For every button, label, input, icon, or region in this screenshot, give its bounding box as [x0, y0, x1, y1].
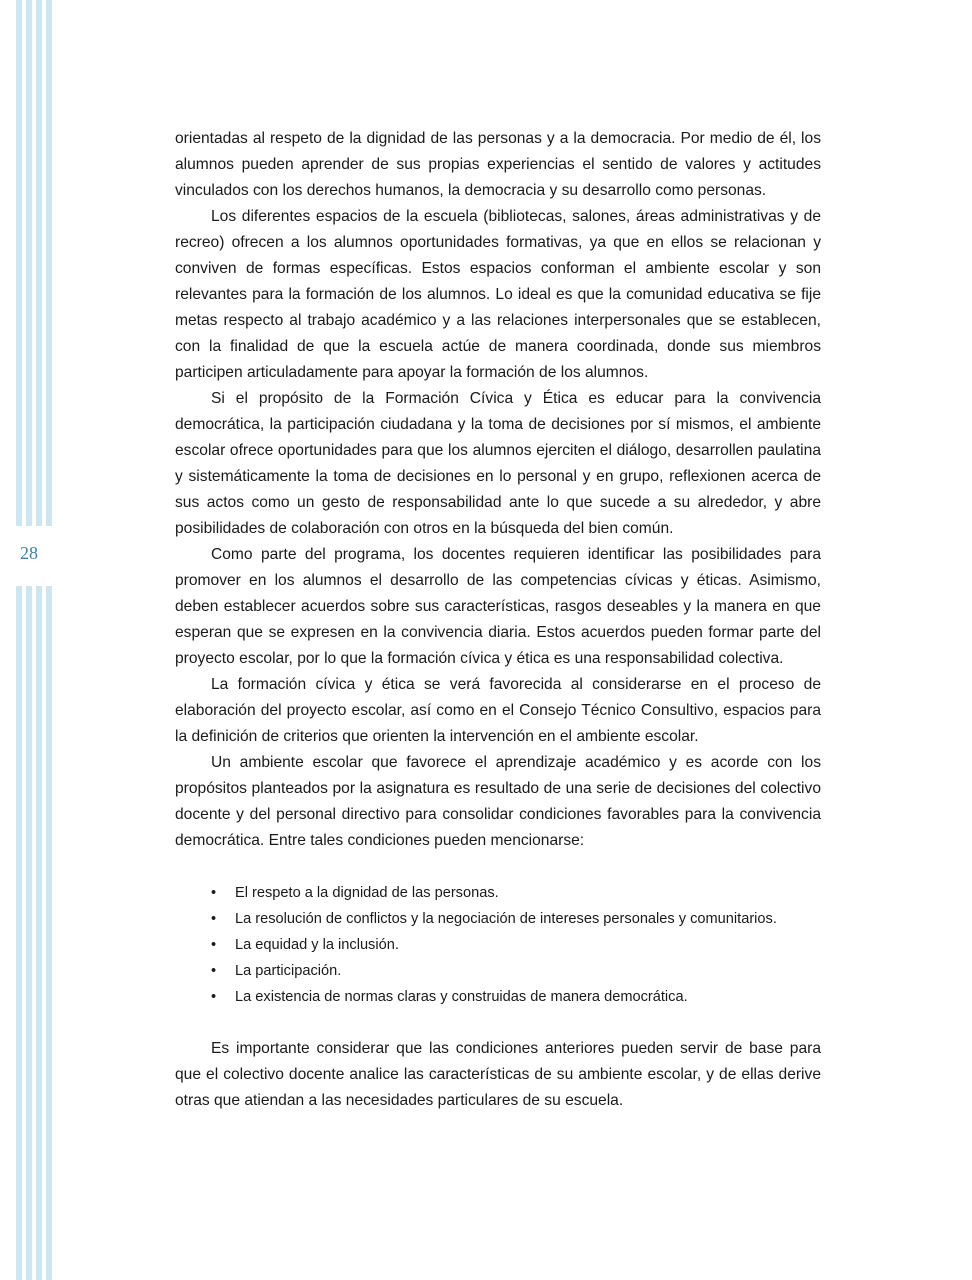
paragraph: Si el propósito de la Formación Cívica y Ética es educar para la convivencia democrática, la participación ciudadana y la toma de decisiones por sí mismos, el ambiente escolar ofrece oportunidades para que los alumnos ejerciten el diálogo, desarrollen paulatina y sistemáticamente la toma de decisiones en lo personal y en grupo, reflexionen acerca de sus actos como un gesto de responsabilidad ante lo que sucede a su alrededor, y abre posibilidades de colaboración con otros en la búsqueda del bien común. [175, 390, 821, 537]
bullet: • [211, 963, 217, 979]
stripe [46, 0, 52, 526]
bullet: • [211, 911, 217, 927]
bullet: • [211, 885, 217, 901]
paragraph: Un ambiente escolar que favorece el aprendizaje académico y es acorde con los propósitos planteados por la asignatura es resultado de una serie de decisiones del colectivo docente y del personal directivo para consolidar condiciones favorables para la convivencia democrática. Entre tales condiciones pueden mencionarse: [175, 754, 821, 849]
paragraph: Como parte del programa, los docentes requieren identificar las posibilidades para promover en los alumnos el desarrollo de las competencias cívicas y éticas. Asimismo, deben establecer acuerdos sobre sus características, rasgos deseables y la manera en que esperan que se expresen en la convivencia diaria. Estos acuerdos pueden formar parte del proyecto escolar, por lo que la formación cívica y ética es una responsabilidad colectiva. [175, 546, 821, 667]
conditions-list [175, 880, 821, 1010]
closing-paragraph: Es importante considerar que las condiciones anteriores pueden servir de base para que el colectivo docente analice las características de su ambiente escolar, y de ellas derive otras que atiendan a las necesidades particulares de su escuela. [175, 1040, 821, 1109]
list-item [175, 984, 821, 1010]
stripe [46, 586, 52, 1280]
stripe [26, 586, 32, 1280]
list-item-text: El respeto a la dignidad de las personas. [235, 885, 499, 901]
list-item-text: La participación. [235, 963, 342, 979]
paragraph: orientadas al respeto de la dignidad de las personas y a la democracia. Por medio de él, los alumnos pueden aprender de sus propias experiencias el sentido de valores y actitudes vinculados con los derechos humanos, la democracia y su desarrollo como personas. [175, 130, 821, 199]
page-number: 28 [20, 543, 38, 563]
list-item-text: La resolución de conflictos y la negociación de intereses personales y comunitarios. [235, 911, 777, 927]
list-item [175, 880, 821, 906]
stripe [36, 0, 42, 526]
list-item [175, 958, 821, 984]
list-item [175, 906, 821, 932]
paragraph: Los diferentes espacios de la escuela (bibliotecas, salones, áreas administrativas y de recreo) ofrecen a los alumnos oportunidades formativas, ya que en ellos se relacionan y conviven de formas específicas. Estos espacios conforman el ambiente escolar y son relevantes para la formación de los alumnos. Lo ideal es que la comunidad educativa se fije metas respecto al trabajo académico y a las relaciones interpersonales que se establecen, con la finalidad de que la escuela actúe de manera coordinada, donde sus miembros participen articuladamente para apoyar la formación de los alumnos. [175, 208, 821, 381]
stripe [16, 0, 22, 526]
stripe [26, 0, 32, 526]
list-item-text: La existencia de normas claras y construidas de manera democrática. [235, 989, 688, 1005]
stripe [36, 586, 42, 1280]
margin-stripes [0, 0, 60, 1280]
paragraph: La formación cívica y ética se verá favorecida al considerarse en el proceso de elaboración del proyecto escolar, así como en el Consejo Técnico Consultivo, espacios para la definición de criterios que orienten la intervención en el ambiente escolar. [175, 676, 821, 745]
stripe [16, 586, 22, 1280]
list-item-text: La equidad y la inclusión. [235, 937, 399, 953]
bullet: • [211, 937, 217, 953]
bullet: • [211, 989, 217, 1005]
body-text [175, 126, 821, 1114]
list-item [175, 932, 821, 958]
